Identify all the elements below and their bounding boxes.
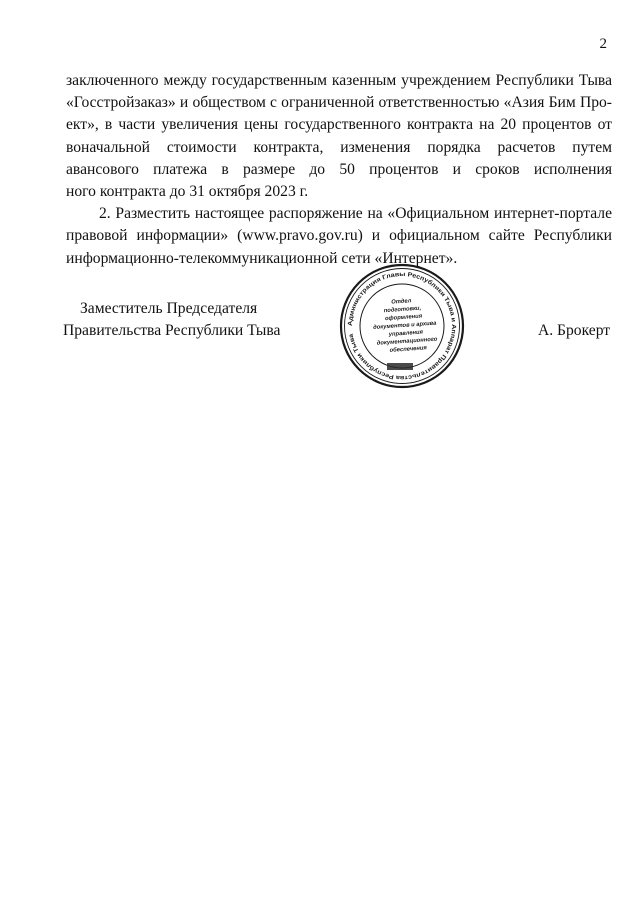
body-text: [66, 70, 612, 270]
seal-inner-text: [373, 298, 438, 354]
seal-inner-line: документов и архива: [373, 320, 437, 332]
body-line: воначальной стоимости контракта, изменения порядка расчетов путем: [66, 138, 612, 156]
seal-outer-text: Администрация Главы Республики Тыва и Аппарат Правительства Республики Тыва: [346, 270, 458, 382]
seal-inner-line: управления: [388, 329, 424, 338]
body-line: правовой информации» (www.pravo.gov.ru) и официальном сайте Республики: [66, 227, 612, 245]
seal-inner-line: оформления: [384, 313, 423, 323]
body-line: информационно-телекоммуникационной сети «Интернет».: [66, 249, 458, 267]
seal-inner-line: подготовки,: [383, 305, 422, 315]
body-line: «Госстройзаказ» и обществом с ограниченной ответственностью «Азия Бим Про-: [66, 94, 612, 112]
page-number: 2: [599, 36, 607, 52]
body-line: заключенного между государственным казенным учреждением Республики Тыва: [66, 72, 612, 89]
official-seal-stamp: [339, 263, 465, 389]
body-line: авансового платежа в размере до 50 процентов и сроков исполнения: [66, 160, 612, 178]
signer-position-line-2: Правительства Республики Тыва: [63, 322, 281, 339]
body-line: ект», в части увеличения цены государственного контракта на 20 процентов от: [66, 116, 612, 134]
body-line-paragraph-2: 2. Разместить настоящее распоряжение на «Официальном интернет-портале: [99, 205, 612, 223]
signer-name: А. Брокерт: [538, 322, 611, 339]
seal-inner-line: обеспечения: [389, 345, 428, 354]
seal-inner-line: Отдел: [391, 298, 412, 306]
signer-position-line-1: Заместитель Председателя: [80, 300, 258, 317]
seal-inner-line: документационного: [376, 336, 438, 347]
seal-ink-smudge: [387, 363, 413, 370]
body-line: ного контракта до 31 октября 2023 г.: [66, 182, 309, 200]
